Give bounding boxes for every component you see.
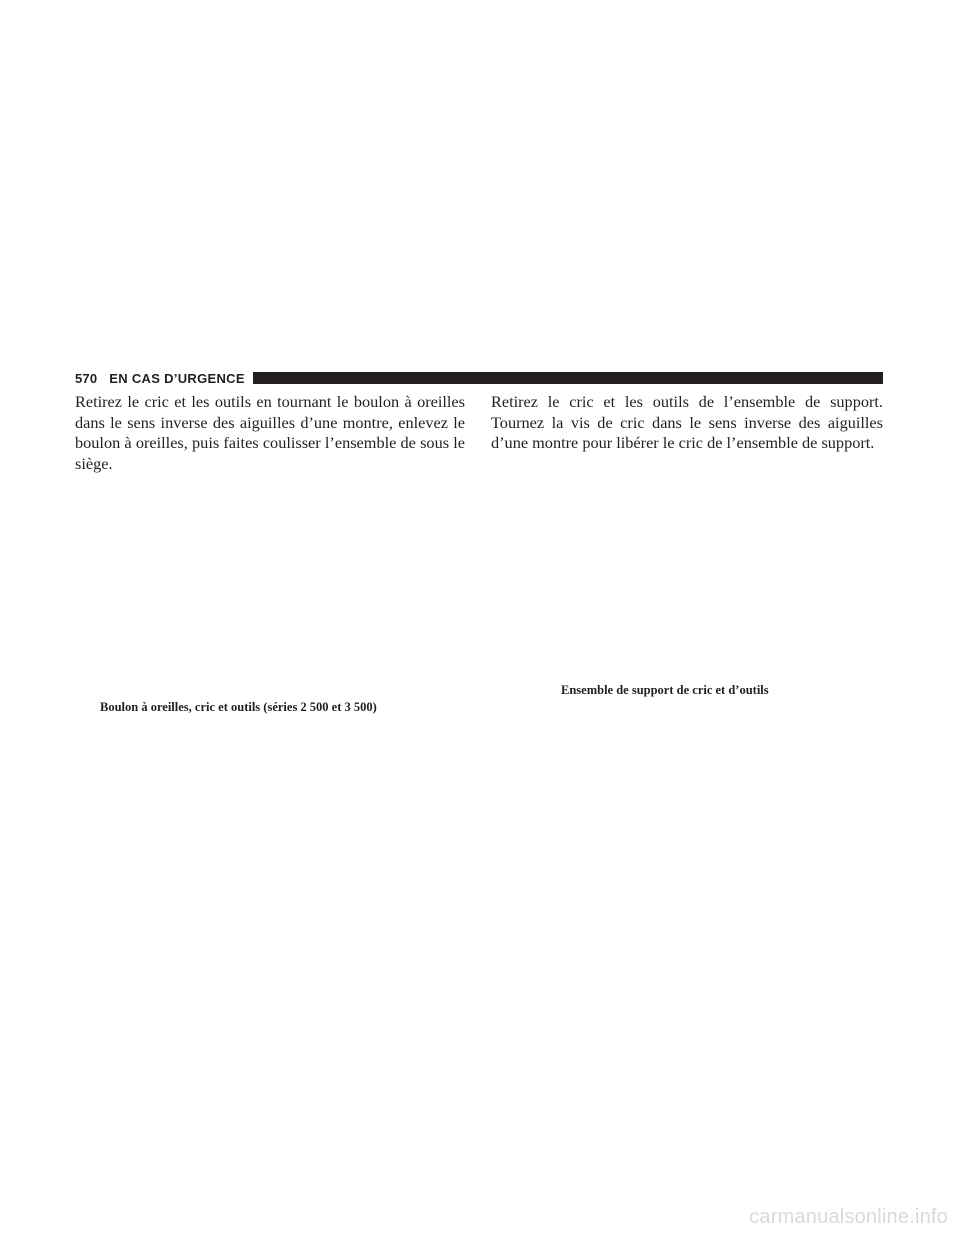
right-figure-caption: Ensemble de support de cric et d’outils xyxy=(561,683,769,697)
right-paragraph: Retirez le cric et les outils de l’ensemble de support. Tournez la vis de cric dans le sens inverse des aiguilles d’une montre pour libérer le cric de l’ensemble de support. xyxy=(491,392,883,452)
left-column xyxy=(75,392,465,474)
page-header xyxy=(75,369,883,387)
right-figure xyxy=(491,470,883,675)
left-figure xyxy=(75,486,465,691)
section-title: EN CAS D’URGENCE xyxy=(109,370,245,386)
header-rule xyxy=(253,372,883,384)
right-column xyxy=(491,392,883,454)
page-number: 570 xyxy=(75,370,98,386)
watermark: carmanualsonline.info xyxy=(749,1206,948,1228)
left-figure-caption: Boulon à oreilles, cric et outils (séries 2 500 et 3 500) xyxy=(100,700,377,714)
left-paragraph: Retirez le cric et les outils en tournant le boulon à oreilles dans le sens inverse des aiguilles d’une montre, enlevez le boulon à oreilles, puis faites coulisser l’ensemble de sous le siège. xyxy=(75,392,465,473)
